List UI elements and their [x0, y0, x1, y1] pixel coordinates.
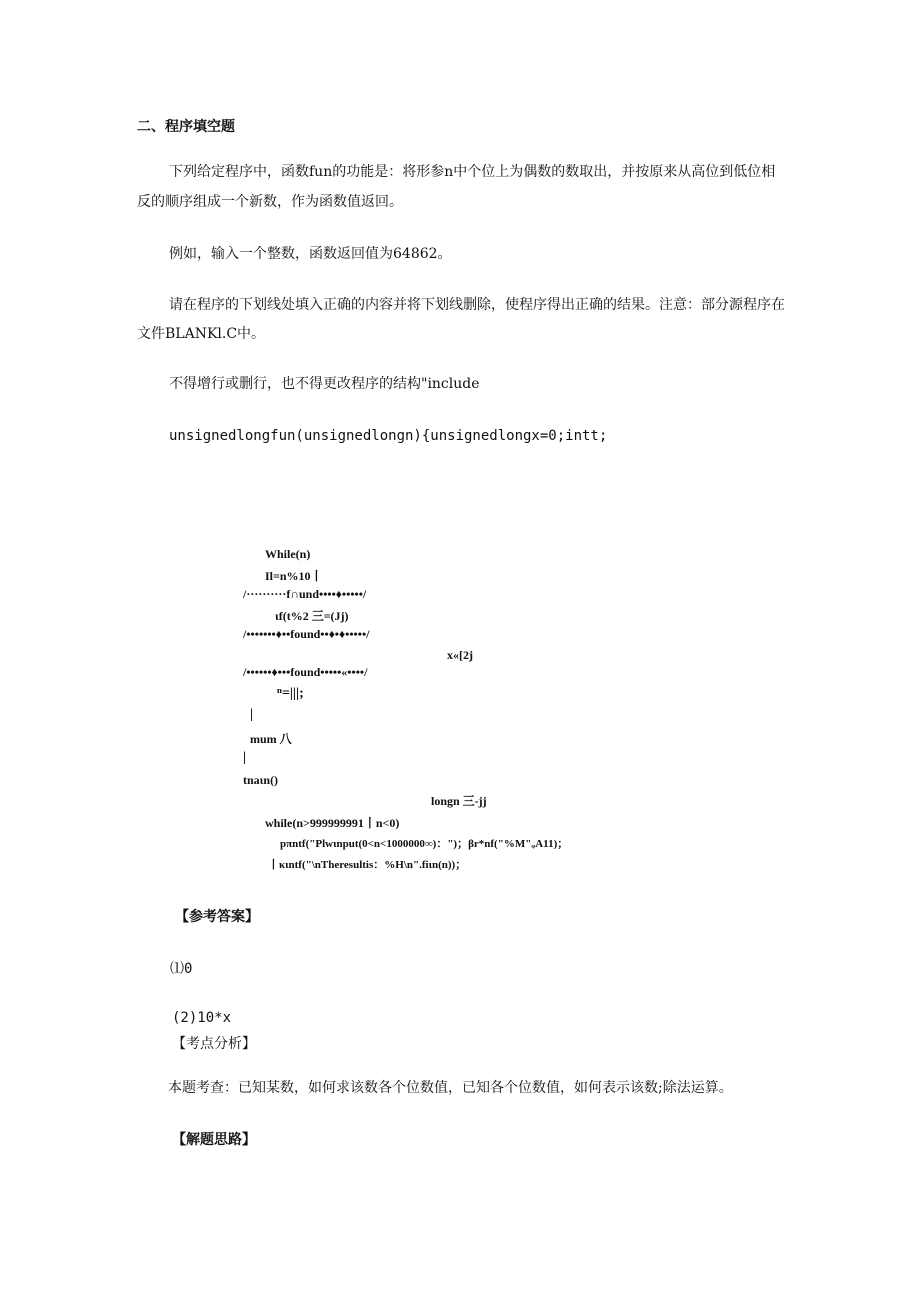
paragraph-1-line-1: 下列给定程序中，函数fun的功能是：将形参n中个位上为偶数的数取出，并按原来从高位到低位相	[169, 164, 776, 180]
section-title: 二、程序填空题	[137, 119, 235, 135]
code-line: While(n)	[265, 547, 311, 561]
code-line: ιf(t%2 三=(Jj)	[275, 609, 349, 623]
code-line: ⁿ=|||;	[277, 686, 304, 701]
analysis-heading: 【考点分析】	[172, 1036, 256, 1052]
answer-1: ⑴0	[170, 961, 193, 977]
code-signature: unsignedlongfun(unsignedlongn){unsignedlongx=0;intt;	[169, 428, 608, 444]
solution-heading: 【解题思路】	[172, 1132, 256, 1148]
code-line: 丨κιntf("\nTheresultis：%H\n".fiιn(n))；	[268, 859, 467, 871]
code-line: mum 八	[250, 732, 292, 746]
answer-heading: 【参考答案】	[175, 909, 259, 925]
code-line: while(n>999999991丨n<0)	[265, 816, 400, 830]
paragraph-1-line-2: 反的顺序组成一个新数，作为函数值返回。	[137, 194, 403, 210]
code-line: x«[2j	[447, 648, 473, 662]
code-line: tnaιn()	[243, 773, 279, 787]
code-line: /••••••♦•••found•••••«••••/	[243, 665, 368, 679]
paragraph-restriction: 不得增行或删行，也不得更改程序的结构"include	[169, 376, 480, 392]
code-line: |	[250, 707, 254, 722]
code-line: longn 三-jj	[431, 794, 487, 808]
answer-2: (2)10*x	[172, 1010, 232, 1026]
paragraph-example: 例如，输入一个整数，函数返回值为64862。	[169, 246, 452, 262]
code-line: /•••••••♦••found••♦•♦•••••/	[243, 627, 370, 641]
code-line: |	[243, 750, 247, 765]
code-line: /··········f∩und••••♦•••••/	[243, 587, 367, 601]
code-line: pπntf("Plwιnput(0<n<1000000∞)：")；βr*nf("%M"ᵩA11)；	[280, 838, 569, 850]
paragraph-instruction-line-1: 请在程序的下划线处填入正确的内容并将下划线删除，使程序得出正确的结果。注意：部分源程序在	[169, 297, 785, 313]
paragraph-instruction-line-2: 文件BLANKl.C中。	[137, 326, 266, 342]
code-line: Il=n%10丨	[265, 569, 323, 583]
analysis-text: 本题考查：已知某数，如何求该数各个位数值，已知各个位数值，如何表示该数;除法运算。	[168, 1080, 733, 1096]
